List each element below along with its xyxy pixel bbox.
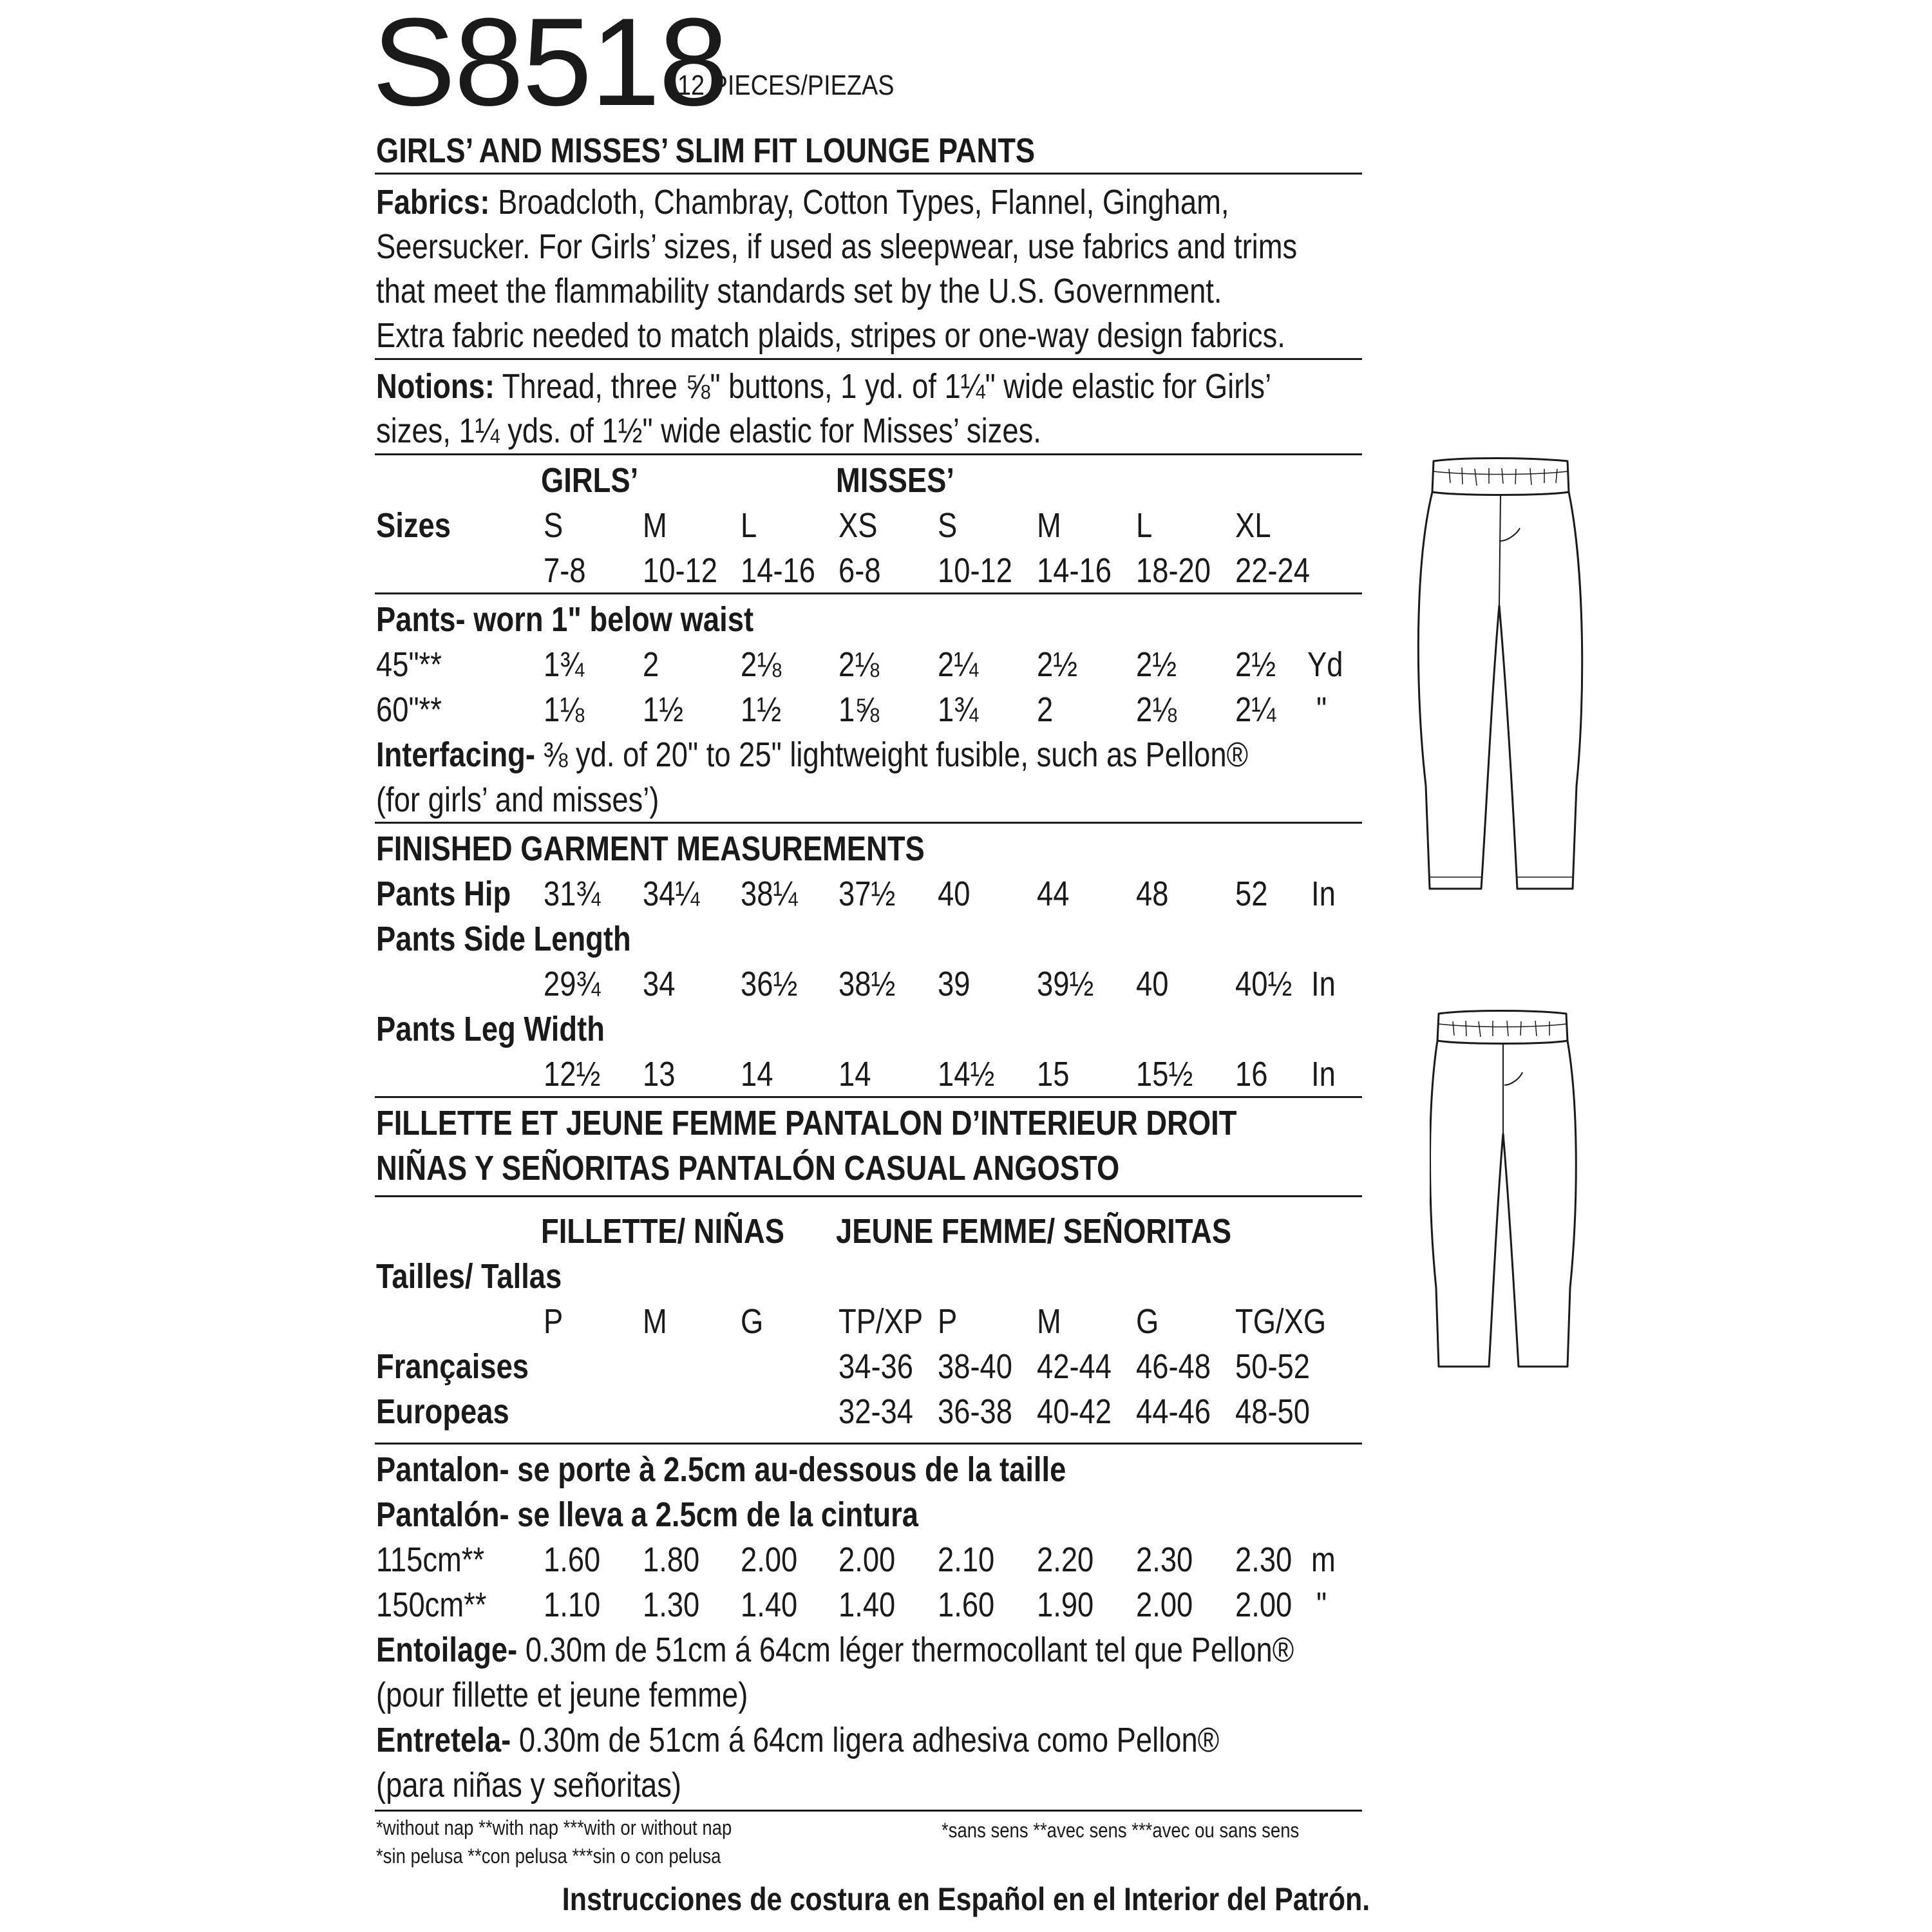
divider: [375, 592, 1362, 594]
table-cell: P: [938, 1302, 958, 1341]
table-cell: 1.60: [544, 1540, 601, 1579]
pattern-title: GIRLS’ AND MISSES’ SLIM FIT LOUNGE PANTS: [376, 131, 1036, 170]
notions-block: [376, 365, 1350, 453]
interfacing-line: [376, 733, 1248, 777]
table-cell: 6-8: [838, 551, 881, 590]
left-leg: [1418, 492, 1499, 889]
table-cell: 2½: [1037, 645, 1078, 684]
right-leg: [1503, 1041, 1576, 1367]
table-cell: 15½: [1136, 1055, 1193, 1094]
pantalon-french: Pantalon- se porte à 2.5cm au-dessous de la taille: [376, 1450, 1066, 1489]
divider: [375, 173, 1362, 175]
footnote-spanish: *sin pelusa **con pelusa ***sin o con pelusa: [376, 1844, 721, 1868]
divider: [375, 1443, 1362, 1444]
table-cell: 2⅛: [838, 645, 880, 684]
gather-lines: [1449, 468, 1557, 486]
table-cell: 2½: [1235, 645, 1276, 684]
table-cell: L: [1136, 506, 1153, 545]
entretela-text: 0.30m de 51cm á 64cm ligera adhesiva como Pellon®: [511, 1721, 1220, 1759]
yardage-row-label: 60"**: [376, 690, 442, 729]
table-cell: 39: [938, 965, 971, 1003]
finished-heading: FINISHED GARMENT MEASUREMENTS: [376, 829, 925, 868]
unit-label: In: [1311, 1055, 1336, 1094]
entretela-note: (para niñas y señoritas): [376, 1766, 681, 1804]
table-cell: 2.00: [1235, 1586, 1293, 1624]
yardage-heading: Pants- worn 1" below waist: [376, 600, 754, 639]
footnote-english: *without nap **with nap ***with or without nap: [376, 1816, 732, 1839]
sizes-label: Sizes: [376, 506, 451, 545]
jeune-femme-label: JEUNE FEMME/ SEÑORITAS: [836, 1212, 1232, 1251]
right-leg: [1499, 492, 1582, 889]
table-cell: 1.60: [938, 1586, 995, 1624]
table-cell: 36-38: [938, 1392, 1013, 1431]
table-cell: 40-42: [1037, 1392, 1112, 1431]
table-cell: 38-40: [938, 1347, 1013, 1386]
pocket-line: [1501, 528, 1520, 541]
francaises-label: Françaises: [376, 1347, 529, 1386]
pants-illustration-front: [1410, 451, 1591, 895]
table-cell: 14-16: [741, 551, 816, 590]
divider: [375, 1195, 1362, 1197]
title-spanish: NIÑAS Y SEÑORITAS PANTALÓN CASUAL ANGOSTO: [376, 1149, 1120, 1188]
fabrics-label: Fabrics:: [376, 183, 490, 222]
divider: [375, 1810, 1362, 1812]
table-cell: 16: [1235, 1055, 1268, 1094]
table-cell: 2¼: [1235, 690, 1276, 729]
leg-width-label: Pants Leg Width: [376, 1010, 605, 1048]
notions-label: Notions:: [376, 367, 495, 406]
table-cell: 50-52: [1235, 1347, 1311, 1386]
table-cell: 48: [1136, 875, 1169, 913]
spanish-instructions-note: Instrucciones de costura en Español en el Interior del Patrón.: [562, 1881, 1370, 1917]
table-cell: 2: [643, 645, 659, 684]
divider: [375, 822, 1362, 824]
pattern-number: S8518: [372, 0, 727, 132]
metric-row-label: 115cm**: [376, 1540, 485, 1579]
table-cell: 52: [1235, 875, 1268, 913]
title-french: FILLETTE ET JEUNE FEMME PANTALON D’INTERIEUR DROIT: [376, 1104, 1237, 1142]
table-cell: P: [544, 1302, 564, 1341]
table-cell: 1⅝: [838, 690, 880, 729]
table-cell: 1½: [741, 690, 782, 729]
fillette-label: FILLETTE/ NIÑAS: [541, 1212, 784, 1251]
interfacing-text: ⅜ yd. of 20" to 25" lightweight fusible, such as Pellon®: [535, 735, 1249, 774]
table-cell: 10-12: [643, 551, 718, 590]
table-cell: 2.00: [741, 1540, 798, 1579]
table-cell: 2.20: [1037, 1540, 1094, 1579]
tailles-label: Tailles/ Tallas: [376, 1257, 562, 1296]
table-cell: 31¾: [544, 875, 601, 913]
table-cell: 2¼: [938, 645, 979, 684]
table-cell: S: [938, 506, 958, 545]
table-cell: 1.90: [1037, 1586, 1094, 1624]
table-cell: 44-46: [1136, 1392, 1211, 1431]
hip-label: Pants Hip: [376, 875, 511, 913]
table-cell: 7-8: [544, 551, 586, 590]
waistband-outline: [1432, 459, 1569, 495]
table-cell: TP/XP: [838, 1302, 923, 1341]
pieces-count: 12 PIECES/PIEZAS: [677, 70, 895, 101]
table-cell: 40½: [1235, 965, 1293, 1003]
table-cell: 1½: [643, 690, 684, 729]
table-cell: TG/XG: [1235, 1302, 1327, 1341]
table-cell: 2.00: [838, 1540, 896, 1579]
girls-label: GIRLS’: [541, 461, 639, 500]
table-cell: S: [544, 506, 564, 545]
table-cell: 12½: [544, 1055, 601, 1094]
table-cell: 40: [938, 875, 971, 913]
table-cell: 2½: [1136, 645, 1177, 684]
entoilage-note: (pour fillette et jeune femme): [376, 1676, 748, 1714]
entoilage-text: 0.30m de 51cm á 64cm léger thermocollant tel que Pellon®: [517, 1631, 1294, 1669]
notions-line: sizes, 1¼ yds. of 1½" wide elastic for Misses’ sizes.: [376, 412, 1041, 450]
fabrics-line: Broadcloth, Chambray, Cotton Types, Flannel, Gingham,: [489, 183, 1229, 222]
table-cell: M: [643, 1302, 667, 1341]
table-cell: 1⅛: [544, 690, 585, 729]
table-cell: 37½: [838, 875, 896, 913]
center-seam: [1499, 496, 1501, 605]
table-cell: 34¼: [643, 875, 700, 913]
side-length-label: Pants Side Length: [376, 920, 631, 958]
fabrics-block: [376, 180, 1350, 358]
pocket-line: [1504, 1072, 1522, 1085]
divider: [375, 1096, 1362, 1098]
pantalon-spanish: Pantalón- se lleva a 2.5cm de la cintura: [376, 1495, 919, 1534]
footnote-french: *sans sens **avec sens ***avec ou sans sens: [942, 1819, 1300, 1842]
fabrics-line: Extra fabric needed to match plaids, stripes or one-way design fabrics.: [376, 316, 1285, 355]
yardage-row-label: 45"**: [376, 645, 442, 684]
entoilage-label: Entoilage-: [376, 1631, 518, 1669]
metric-row-label: 150cm**: [376, 1586, 487, 1624]
table-cell: 14: [838, 1055, 871, 1094]
table-cell: XS: [838, 506, 878, 545]
table-cell: 39½: [1037, 965, 1094, 1003]
elastic-gather: [1439, 1024, 1566, 1027]
table-cell: L: [741, 506, 757, 545]
table-cell: 46-48: [1136, 1347, 1211, 1386]
divider: [375, 453, 1362, 455]
yardage-unit: Yd: [1307, 645, 1343, 684]
table-cell: G: [1136, 1302, 1159, 1341]
entretela-label: Entretela-: [376, 1721, 511, 1759]
fabrics-line: Seersucker. For Girls’ sizes, if used as sleepwear, use fabrics and trims: [376, 227, 1298, 266]
table-cell: 13: [643, 1055, 676, 1094]
table-cell: 48-50: [1235, 1392, 1311, 1431]
table-cell: 2⅛: [741, 645, 782, 684]
table-cell: M: [1037, 1302, 1061, 1341]
table-cell: M: [1037, 506, 1061, 545]
metric-unit: m: [1311, 1540, 1336, 1579]
table-cell: 36½: [741, 965, 798, 1003]
table-cell: 29¾: [544, 965, 601, 1003]
left-leg: [1430, 1041, 1504, 1367]
table-cell: 14: [741, 1055, 773, 1094]
table-cell: 10-12: [938, 551, 1013, 590]
table-cell: 1.40: [741, 1586, 798, 1624]
table-cell: 44: [1037, 875, 1070, 913]
entoilage-line: [376, 1628, 1294, 1672]
table-cell: 1.80: [643, 1540, 700, 1579]
table-cell: 2.10: [938, 1540, 995, 1579]
misses-label: MISSES’: [836, 461, 955, 500]
table-cell: 15: [1037, 1055, 1070, 1094]
fabrics-line: that meet the flammability standards set by the U.S. Government.: [376, 272, 1222, 310]
table-cell: 2.00: [1136, 1586, 1193, 1624]
table-cell: 38½: [838, 965, 896, 1003]
elastic-gather: [1434, 471, 1567, 475]
pants-illustration-back: [1430, 1005, 1578, 1372]
table-cell: 1.30: [643, 1586, 700, 1624]
table-cell: 14½: [938, 1055, 995, 1094]
table-cell: 1¾: [544, 645, 585, 684]
table-cell: 42-44: [1037, 1347, 1112, 1386]
table-cell: 40: [1136, 965, 1169, 1003]
metric-unit: ": [1316, 1586, 1327, 1624]
table-cell: 2⅛: [1136, 690, 1177, 729]
table-cell: 2: [1037, 690, 1054, 729]
table-cell: M: [643, 506, 667, 545]
table-cell: 18-20: [1136, 551, 1211, 590]
table-cell: 1.40: [838, 1586, 896, 1624]
table-cell: 22-24: [1235, 551, 1311, 590]
table-cell: 34-36: [838, 1347, 914, 1386]
table-cell: 34: [643, 965, 676, 1003]
interfacing-note: (for girls’ and misses’): [376, 781, 659, 819]
table-cell: 2.30: [1136, 1540, 1193, 1579]
interfacing-label: Interfacing-: [376, 735, 535, 774]
entretela-line: [376, 1718, 1219, 1762]
table-cell: 1.10: [544, 1586, 601, 1624]
gather-lines: [1453, 1021, 1549, 1037]
table-cell: 14-16: [1037, 551, 1112, 590]
table-cell: 38¼: [741, 875, 798, 913]
table-cell: G: [741, 1302, 764, 1341]
unit-label: In: [1311, 875, 1336, 913]
notions-line: Thread, three ⅝" buttons, 1 yd. of 1¼" wide elastic for Girls’: [494, 367, 1272, 406]
yardage-unit: ": [1316, 690, 1327, 729]
table-cell: 32-34: [838, 1392, 914, 1431]
table-cell: 1¾: [938, 690, 979, 729]
divider: [375, 358, 1362, 360]
table-cell: 2.30: [1235, 1540, 1293, 1579]
europeas-label: Europeas: [376, 1392, 509, 1431]
unit-label: In: [1311, 965, 1336, 1003]
table-cell: XL: [1235, 506, 1271, 545]
